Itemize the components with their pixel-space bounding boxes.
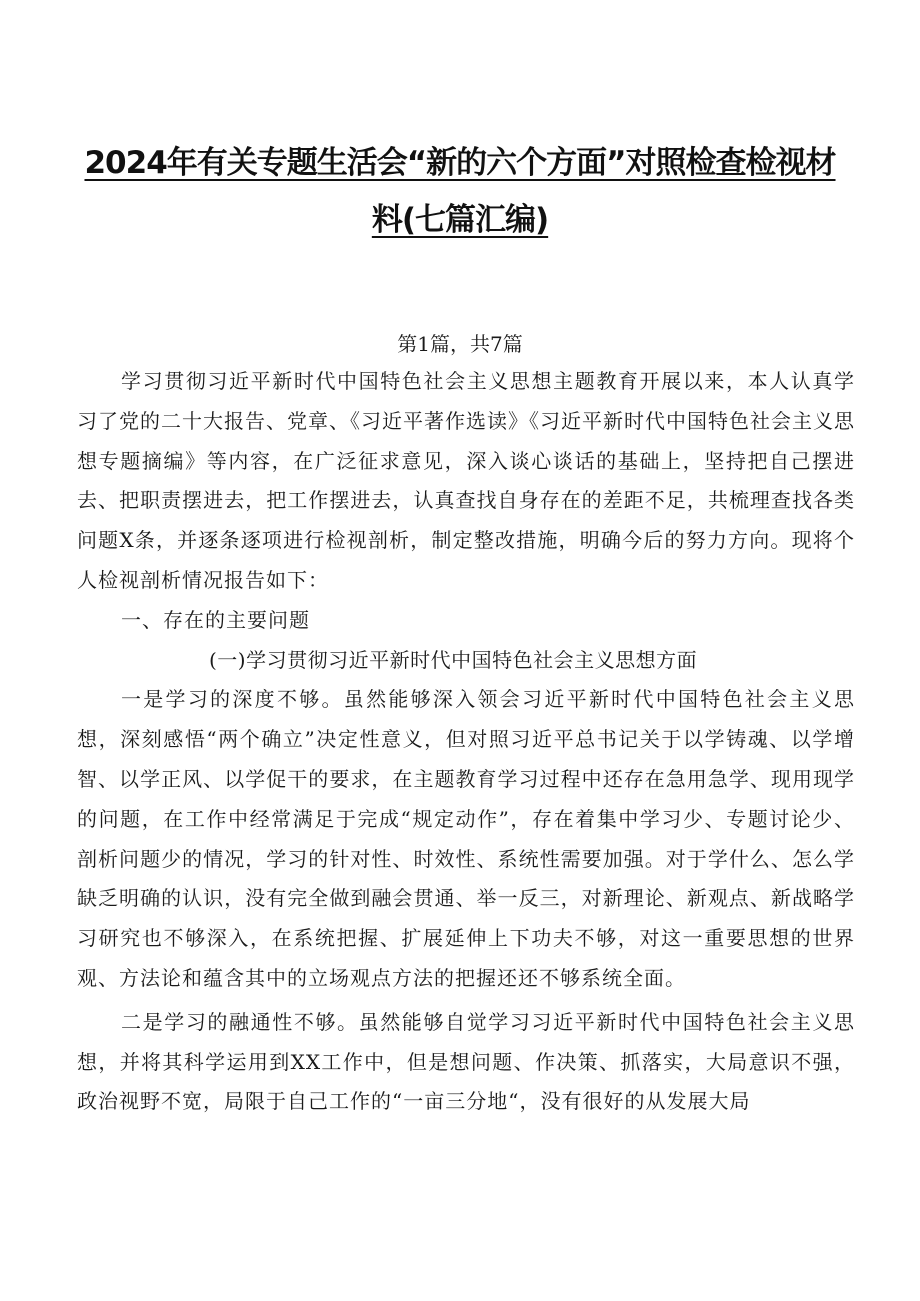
intro-paragraph: 学习贯彻习近平新时代中国特色社会主义思想主题教育开展以来，本人认真学习了党的二十大报告、党章、《习近平著作选读》《习近平新时代中国特色社会主义思想专题摘编》等内容，在广泛征求意见，深入谈心谈话的基础上，坚持把自己摆进去、把职责摆进去，把工作摆进去，认真查找自身存在的差距不足，共梳理查找各类问题X条，并逐条逐项进行检视剖析，制定整改措施，明确今后的努力方向。现将个人检视剖析情况报告如下： [77,369,855,592]
document-title-line-2: 料(七篇汇编) [371,202,549,238]
subsection-heading: (一)学习贯彻习近平新时代中国特色社会主义思想方面 [209,647,698,672]
part-label: 第1篇，共7篇 [397,332,523,356]
document-body [77,362,855,1122]
document-title-line-1: 2024年有关专题生活会“新的六个方面”对照检查检视材 [84,145,836,181]
section-heading: 一、存在的主要问题 [121,607,310,632]
point-two-paragraph: 二是学习的融通性不够。虽然能够自觉学习习近平新时代中国特色社会主义思想，并将其科学运用到XX工作中，但是想问题、作决策、抓落实，大局意识不强，政治视野不宽，局限于自己工作的“一亩三分地“，没有很好的从发展大局 [77,1009,855,1114]
point-one-paragraph: 一是学习的深度不够。虽然能够深入领会习近平新时代中国特色社会主义思想，深刻感悟“两个确立”决定性意义，但对照习近平总书记关于以学铸魂、以学增智、以学正风、以学促干的要求，在主题教育学习过程中还存在急用急学、现用现学的问题，在工作中经常满足于完成“规定动作”，存在着集中学习少、专题讨论少、剖析问题少的情况，学习的针对性、时效性、系统性需要加强。对于学什么、怎么学缺乏明确的认识，没有完全做到融会贯通、举一反三，对新理论、新观点、新战略学习研究也不够深入，在系统把握、扩展延伸上下功夫不够，对这一重要思想的世界观、方法论和蕴含其中的立场观点方法的把握还还不够系统全面。 [77,687,855,990]
